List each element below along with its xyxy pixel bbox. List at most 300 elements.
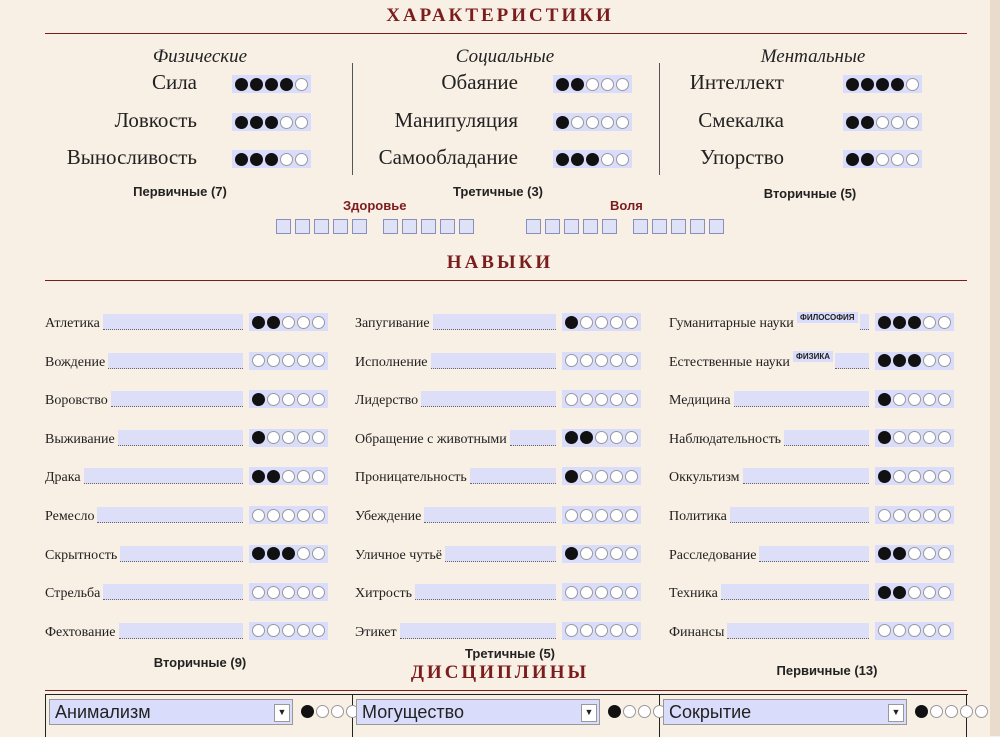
dot-empty-icon[interactable] [938, 624, 951, 637]
dot-empty-icon[interactable] [565, 624, 578, 637]
skills-header: НАВЫКИ [446, 252, 554, 273]
discipline-select[interactable] [356, 699, 600, 725]
dot-filled-icon[interactable] [893, 354, 906, 367]
dot-empty-icon[interactable] [297, 354, 310, 367]
dot-empty-icon[interactable] [312, 624, 325, 637]
dot-empty-icon[interactable] [297, 509, 310, 522]
dot-empty-icon[interactable] [906, 153, 919, 166]
dot-empty-icon[interactable] [571, 116, 584, 129]
dot-empty-icon[interactable] [610, 509, 623, 522]
dot-empty-icon[interactable] [625, 316, 638, 329]
dot-empty-icon[interactable] [893, 509, 906, 522]
dot-empty-icon[interactable] [312, 393, 325, 406]
dot-empty-icon[interactable] [297, 393, 310, 406]
attribute-dots[interactable] [843, 150, 922, 168]
dot-empty-icon[interactable] [893, 393, 906, 406]
skill-specialty-field[interactable] [111, 391, 243, 407]
attribute-dots[interactable] [553, 113, 632, 131]
skill-specialty-field[interactable] [433, 314, 556, 330]
dot-empty-icon[interactable] [601, 78, 614, 91]
dot-empty-icon[interactable] [565, 354, 578, 367]
skill-specialty-field[interactable] [445, 546, 556, 562]
dot-empty-icon[interactable] [908, 431, 921, 444]
skill-specialty-field[interactable] [120, 546, 243, 562]
dot-empty-icon[interactable] [891, 116, 904, 129]
skill-specialty-field[interactable] [119, 623, 243, 639]
dot-empty-icon[interactable] [331, 705, 344, 718]
skill-dots[interactable] [562, 545, 641, 563]
dot-empty-icon[interactable] [623, 705, 636, 718]
skill-dots[interactable] [562, 622, 641, 640]
dot-filled-icon[interactable] [252, 470, 265, 483]
dot-empty-icon[interactable] [312, 354, 325, 367]
discipline-select[interactable] [49, 699, 293, 725]
skill-specialty-field[interactable] [784, 430, 869, 446]
skill-dots[interactable] [875, 352, 954, 370]
dot-empty-icon[interactable] [580, 470, 593, 483]
dot-filled-icon[interactable] [565, 316, 578, 329]
skill-specialty-field[interactable] [415, 584, 556, 600]
dot-empty-icon[interactable] [893, 431, 906, 444]
skill-specialty-field[interactable] [400, 623, 556, 639]
dot-empty-icon[interactable] [625, 470, 638, 483]
skill-dots[interactable] [875, 622, 954, 640]
skill-specialty-field[interactable] [730, 507, 869, 523]
skill-specialty-field[interactable] [421, 391, 556, 407]
dot-filled-icon[interactable] [893, 316, 906, 329]
skill-dots[interactable] [875, 390, 954, 408]
dot-filled-icon[interactable] [861, 153, 874, 166]
dot-empty-icon[interactable] [938, 354, 951, 367]
dot-empty-icon[interactable] [616, 153, 629, 166]
dot-empty-icon[interactable] [625, 547, 638, 560]
dot-empty-icon[interactable] [312, 431, 325, 444]
dot-filled-icon[interactable] [908, 316, 921, 329]
skill-dots[interactable] [249, 352, 328, 370]
skill-dots[interactable] [875, 467, 954, 485]
skill-specialty-field[interactable] [759, 546, 869, 562]
skill-specialty-field[interactable] [734, 391, 869, 407]
dot-empty-icon[interactable] [282, 316, 295, 329]
skill-dots[interactable] [249, 313, 328, 331]
tracker-box[interactable] [383, 219, 398, 234]
dot-empty-icon[interactable] [595, 586, 608, 599]
attribute-dots[interactable] [553, 150, 632, 168]
dot-empty-icon[interactable] [282, 431, 295, 444]
dot-filled-icon[interactable] [893, 547, 906, 560]
dot-filled-icon[interactable] [235, 153, 248, 166]
dot-empty-icon[interactable] [282, 509, 295, 522]
dot-empty-icon[interactable] [923, 393, 936, 406]
dot-empty-icon[interactable] [282, 586, 295, 599]
dot-empty-icon[interactable] [267, 431, 280, 444]
dot-empty-icon[interactable] [312, 509, 325, 522]
dot-empty-icon[interactable] [252, 586, 265, 599]
skill-row [355, 505, 657, 525]
dot-empty-icon[interactable] [625, 354, 638, 367]
dot-filled-icon[interactable] [878, 431, 891, 444]
skill-specialty-field[interactable] [860, 314, 869, 330]
tracker-box[interactable] [459, 219, 474, 234]
skill-name: Техника [669, 586, 718, 602]
dot-filled-icon[interactable] [908, 354, 921, 367]
tracker-box[interactable] [652, 219, 667, 234]
attribute-name: Выносливость [66, 145, 197, 169]
dot-empty-icon[interactable] [586, 116, 599, 129]
skill-specialty-field[interactable] [118, 430, 243, 446]
skill-dots[interactable] [562, 429, 641, 447]
dot-empty-icon[interactable] [938, 316, 951, 329]
dot-empty-icon[interactable] [960, 705, 973, 718]
dot-filled-icon[interactable] [878, 393, 891, 406]
tracker-box[interactable] [583, 219, 598, 234]
dot-empty-icon[interactable] [595, 624, 608, 637]
dot-empty-icon[interactable] [893, 624, 906, 637]
dot-empty-icon[interactable] [282, 624, 295, 637]
dot-empty-icon[interactable] [625, 393, 638, 406]
skill-dots[interactable] [875, 506, 954, 524]
dot-filled-icon[interactable] [586, 153, 599, 166]
dot-empty-icon[interactable] [906, 116, 919, 129]
dot-filled-icon[interactable] [267, 547, 280, 560]
dot-filled-icon[interactable] [571, 78, 584, 91]
tracker-box[interactable] [545, 219, 560, 234]
tracker-box[interactable] [709, 219, 724, 234]
dot-empty-icon[interactable] [282, 470, 295, 483]
skill-dots[interactable] [875, 313, 954, 331]
skill-name: Стрельба [45, 586, 101, 602]
dot-filled-icon[interactable] [861, 78, 874, 91]
dot-filled-icon[interactable] [580, 431, 593, 444]
skill-dots[interactable] [249, 545, 328, 563]
dot-filled-icon[interactable] [861, 116, 874, 129]
dot-empty-icon[interactable] [938, 547, 951, 560]
dot-empty-icon[interactable] [252, 624, 265, 637]
attribute-dots[interactable] [843, 113, 922, 131]
dot-filled-icon[interactable] [267, 316, 280, 329]
skill-dots[interactable] [562, 352, 641, 370]
skill-dots[interactable] [875, 545, 954, 563]
dot-empty-icon[interactable] [616, 78, 629, 91]
dot-empty-icon[interactable] [610, 354, 623, 367]
dot-filled-icon[interactable] [250, 153, 263, 166]
dot-empty-icon[interactable] [610, 547, 623, 560]
dot-empty-icon[interactable] [908, 624, 921, 637]
dot-empty-icon[interactable] [312, 316, 325, 329]
dot-empty-icon[interactable] [252, 509, 265, 522]
dot-empty-icon[interactable] [295, 153, 308, 166]
skill-dots[interactable] [249, 390, 328, 408]
dot-filled-icon[interactable] [846, 153, 859, 166]
dot-empty-icon[interactable] [580, 586, 593, 599]
dot-empty-icon[interactable] [312, 547, 325, 560]
dot-empty-icon[interactable] [923, 624, 936, 637]
dot-empty-icon[interactable] [297, 316, 310, 329]
dot-empty-icon[interactable] [595, 393, 608, 406]
skill-dots[interactable] [249, 429, 328, 447]
skill-specialty-field[interactable] [431, 353, 556, 369]
dot-filled-icon[interactable] [280, 78, 293, 91]
dot-filled-icon[interactable] [265, 153, 278, 166]
dot-empty-icon[interactable] [267, 354, 280, 367]
attribute-dots[interactable] [553, 75, 632, 93]
dot-filled-icon[interactable] [846, 116, 859, 129]
attribute-dots[interactable] [232, 113, 311, 131]
dot-empty-icon[interactable] [580, 354, 593, 367]
dot-filled-icon[interactable] [565, 547, 578, 560]
dot-filled-icon[interactable] [267, 470, 280, 483]
dot-filled-icon[interactable] [571, 153, 584, 166]
dot-empty-icon[interactable] [938, 393, 951, 406]
skill-dots[interactable] [562, 467, 641, 485]
skill-row [45, 466, 344, 486]
skill-name: Оккультизм [669, 470, 740, 486]
skill-specialty-field[interactable] [510, 430, 556, 446]
skill-dots[interactable] [249, 583, 328, 601]
dot-filled-icon[interactable] [282, 547, 295, 560]
dot-filled-icon[interactable] [565, 470, 578, 483]
dropdown-arrow-icon[interactable]: ▼ [274, 704, 290, 722]
dot-empty-icon[interactable] [297, 547, 310, 560]
skill-dots[interactable] [249, 467, 328, 485]
tracker-box[interactable] [276, 219, 291, 234]
dot-filled-icon[interactable] [301, 705, 314, 718]
skill-specialty-tag[interactable]: ФИЗИКА [793, 351, 833, 362]
dot-empty-icon[interactable] [878, 509, 891, 522]
dot-empty-icon[interactable] [297, 431, 310, 444]
dot-empty-icon[interactable] [280, 153, 293, 166]
dot-empty-icon[interactable] [625, 624, 638, 637]
dot-empty-icon[interactable] [312, 586, 325, 599]
dot-empty-icon[interactable] [891, 153, 904, 166]
skill-row [355, 428, 657, 448]
dot-empty-icon[interactable] [625, 509, 638, 522]
dot-empty-icon[interactable] [580, 393, 593, 406]
attribute-dots[interactable] [232, 75, 311, 93]
dot-filled-icon[interactable] [893, 586, 906, 599]
skill-dots[interactable] [562, 583, 641, 601]
dot-filled-icon[interactable] [878, 470, 891, 483]
skill-dots[interactable] [875, 429, 954, 447]
dot-empty-icon[interactable] [580, 624, 593, 637]
dot-empty-icon[interactable] [282, 354, 295, 367]
dot-empty-icon[interactable] [923, 431, 936, 444]
dot-filled-icon[interactable] [878, 547, 891, 560]
dot-empty-icon[interactable] [297, 470, 310, 483]
dot-empty-icon[interactable] [295, 116, 308, 129]
dot-empty-icon[interactable] [923, 316, 936, 329]
dot-filled-icon[interactable] [250, 116, 263, 129]
dot-empty-icon[interactable] [938, 431, 951, 444]
dot-empty-icon[interactable] [267, 393, 280, 406]
dot-filled-icon[interactable] [252, 316, 265, 329]
dot-empty-icon[interactable] [908, 509, 921, 522]
dot-empty-icon[interactable] [923, 470, 936, 483]
dot-empty-icon[interactable] [975, 705, 988, 718]
dot-empty-icon[interactable] [312, 470, 325, 483]
dot-empty-icon[interactable] [252, 354, 265, 367]
dot-empty-icon[interactable] [267, 624, 280, 637]
health-track[interactable] [276, 219, 474, 234]
dot-empty-icon[interactable] [595, 509, 608, 522]
skill-specialty-field[interactable] [103, 314, 243, 330]
dot-empty-icon[interactable] [280, 116, 293, 129]
skill-dots[interactable] [562, 313, 641, 331]
dot-empty-icon[interactable] [625, 586, 638, 599]
attribute-dots[interactable] [843, 75, 922, 93]
dot-empty-icon[interactable] [580, 316, 593, 329]
dot-filled-icon[interactable] [608, 705, 621, 718]
dot-empty-icon[interactable] [923, 547, 936, 560]
attribute-dots[interactable] [232, 150, 311, 168]
dot-empty-icon[interactable] [923, 509, 936, 522]
tracker-box[interactable] [421, 219, 436, 234]
dot-filled-icon[interactable] [252, 393, 265, 406]
dot-filled-icon[interactable] [878, 586, 891, 599]
dot-filled-icon[interactable] [878, 316, 891, 329]
tracker-box[interactable] [333, 219, 348, 234]
tracker-box[interactable] [671, 219, 686, 234]
skill-specialty-field[interactable] [108, 353, 243, 369]
dot-empty-icon[interactable] [267, 586, 280, 599]
dot-empty-icon[interactable] [876, 153, 889, 166]
skill-specialty-tag[interactable]: ФИЛОСОФИЯ [797, 312, 858, 323]
dot-empty-icon[interactable] [906, 78, 919, 91]
dot-empty-icon[interactable] [595, 354, 608, 367]
discipline-dots[interactable] [912, 702, 991, 720]
dot-filled-icon[interactable] [265, 78, 278, 91]
skill-dots[interactable] [562, 390, 641, 408]
dot-empty-icon[interactable] [625, 431, 638, 444]
dot-empty-icon[interactable] [610, 393, 623, 406]
dot-empty-icon[interactable] [601, 153, 614, 166]
dot-empty-icon[interactable] [638, 705, 651, 718]
dot-empty-icon[interactable] [923, 586, 936, 599]
dot-empty-icon[interactable] [908, 547, 921, 560]
dot-empty-icon[interactable] [595, 547, 608, 560]
dot-filled-icon[interactable] [878, 354, 891, 367]
dot-filled-icon[interactable] [556, 116, 569, 129]
skill-row [355, 466, 657, 486]
dot-empty-icon[interactable] [295, 78, 308, 91]
dot-empty-icon[interactable] [938, 470, 951, 483]
skill-dots[interactable] [875, 583, 954, 601]
dot-filled-icon[interactable] [556, 153, 569, 166]
tracker-box[interactable] [633, 219, 648, 234]
tracker-box[interactable] [690, 219, 705, 234]
attribute-name: Ловкость [114, 108, 197, 132]
dot-empty-icon[interactable] [610, 624, 623, 637]
dot-empty-icon[interactable] [580, 509, 593, 522]
dot-filled-icon[interactable] [252, 547, 265, 560]
dot-empty-icon[interactable] [565, 393, 578, 406]
dot-empty-icon[interactable] [616, 116, 629, 129]
dot-empty-icon[interactable] [601, 116, 614, 129]
dot-empty-icon[interactable] [316, 705, 329, 718]
dot-filled-icon[interactable] [265, 116, 278, 129]
skill-row [45, 312, 344, 332]
dot-empty-icon[interactable] [938, 509, 951, 522]
dot-empty-icon[interactable] [595, 431, 608, 444]
tracker-box[interactable] [564, 219, 579, 234]
dot-empty-icon[interactable] [267, 509, 280, 522]
dot-empty-icon[interactable] [876, 116, 889, 129]
dot-empty-icon[interactable] [878, 624, 891, 637]
skill-dots[interactable] [249, 506, 328, 524]
tracker-box[interactable] [295, 219, 310, 234]
dot-filled-icon[interactable] [252, 431, 265, 444]
skill-specialty-field[interactable] [743, 468, 869, 484]
skill-specialty-field[interactable] [103, 584, 243, 600]
dot-filled-icon[interactable] [846, 78, 859, 91]
tracker-box[interactable] [402, 219, 417, 234]
dot-empty-icon[interactable] [908, 393, 921, 406]
skill-specialty-field[interactable] [97, 507, 243, 523]
dot-filled-icon[interactable] [565, 431, 578, 444]
skill-specialty-field[interactable] [835, 353, 869, 369]
dot-empty-icon[interactable] [893, 470, 906, 483]
tracker-box[interactable] [526, 219, 541, 234]
dot-empty-icon[interactable] [297, 624, 310, 637]
skill-specialty-field[interactable] [470, 468, 556, 484]
dropdown-arrow-icon[interactable]: ▼ [581, 704, 597, 722]
tracker-box[interactable] [602, 219, 617, 234]
skill-row [45, 351, 344, 371]
dot-empty-icon[interactable] [610, 470, 623, 483]
dot-filled-icon[interactable] [891, 78, 904, 91]
dot-empty-icon[interactable] [586, 78, 599, 91]
dot-empty-icon[interactable] [610, 586, 623, 599]
dot-empty-icon[interactable] [297, 586, 310, 599]
dot-empty-icon[interactable] [930, 705, 943, 718]
dot-empty-icon[interactable] [908, 470, 921, 483]
dot-empty-icon[interactable] [908, 586, 921, 599]
skill-dots[interactable] [562, 506, 641, 524]
skill-specialty-field[interactable] [84, 468, 243, 484]
dot-empty-icon[interactable] [282, 393, 295, 406]
tracker-box[interactable] [314, 219, 329, 234]
discipline-select[interactable] [663, 699, 907, 725]
dot-filled-icon[interactable] [235, 78, 248, 91]
dot-empty-icon[interactable] [938, 586, 951, 599]
tracker-box[interactable] [440, 219, 455, 234]
dot-filled-icon[interactable] [250, 78, 263, 91]
skill-specialty-field[interactable] [727, 623, 869, 639]
attribute-name: Обаяние [441, 70, 518, 94]
tracker-box[interactable] [352, 219, 367, 234]
dot-filled-icon[interactable] [876, 78, 889, 91]
dot-empty-icon[interactable] [595, 470, 608, 483]
dot-empty-icon[interactable] [580, 547, 593, 560]
dot-empty-icon[interactable] [610, 316, 623, 329]
skill-specialty-field[interactable] [424, 507, 556, 523]
willpower-track[interactable] [526, 219, 724, 234]
dot-empty-icon[interactable] [565, 586, 578, 599]
dot-empty-icon[interactable] [565, 509, 578, 522]
skill-name: Этикет [355, 624, 397, 640]
dot-empty-icon[interactable] [945, 705, 958, 718]
dot-filled-icon[interactable] [556, 78, 569, 91]
dot-filled-icon[interactable] [915, 705, 928, 718]
skill-specialty-field[interactable] [721, 584, 869, 600]
dot-empty-icon[interactable] [923, 354, 936, 367]
skill-dots[interactable] [249, 622, 328, 640]
willpower-label: Воля [610, 198, 643, 213]
dot-empty-icon[interactable] [595, 316, 608, 329]
dot-empty-icon[interactable] [610, 431, 623, 444]
dot-filled-icon[interactable] [235, 116, 248, 129]
dropdown-arrow-icon[interactable]: ▼ [888, 704, 904, 722]
